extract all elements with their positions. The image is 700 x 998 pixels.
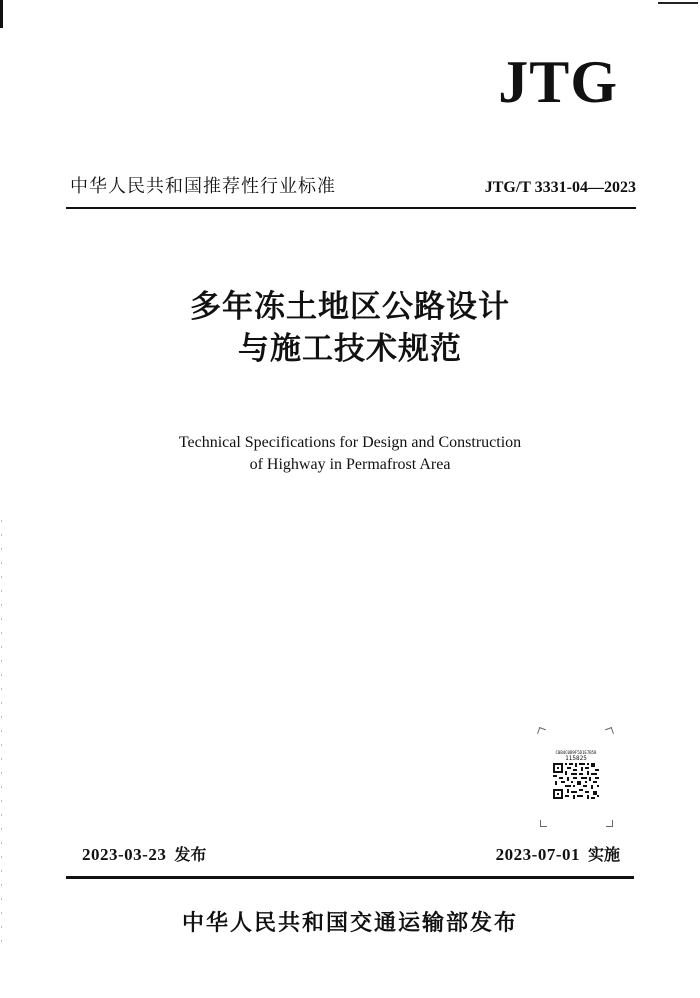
qr-corner-mark [605,727,614,736]
publisher: 中华人民共和国交通运输部发布 [181,911,518,936]
title-chinese-line-1: 多年冻土地区公路设计 [190,289,510,325]
implement-date: 2023-07-01 [495,845,580,864]
standard-category: 中华人民共和国推荐性行业标准 [70,176,336,197]
jtg-logo: JTG [498,49,618,115]
title-chinese [0,286,700,370]
title-english [0,432,700,476]
title-chinese-line-2: 与施工技术规范 [238,331,462,367]
bottom-rule [66,876,634,879]
scan-edge-dots [1,520,2,950]
qr-corner-mark [537,727,546,736]
qr-code-icon [553,763,599,799]
scan-edge-mark [0,0,3,28]
top-rule [66,207,636,209]
standard-line [70,172,636,198]
qr-corner-mark [606,820,613,827]
qr-corner-mark [540,820,547,827]
issue-label: 发布 [174,845,207,864]
date-line [82,842,620,865]
qr-serial: C0B4C0B9F5D1E7B58 [555,750,597,755]
implement-date-group [496,842,620,865]
standard-code: JTG/T 3331-04—2023 [484,179,636,196]
anti-counterfeit-label [548,750,604,799]
implement-label: 实施 [587,845,620,864]
qr-number: 115825 [565,755,587,762]
title-english-line-1: Technical Specifications for Design and Construction [178,434,522,451]
issue-date: 2023-03-23 [82,845,167,864]
issue-date-group [82,842,206,865]
scan-corner-mark [658,2,698,4]
title-english-line-2: of Highway in Permafrost Area [249,456,451,473]
